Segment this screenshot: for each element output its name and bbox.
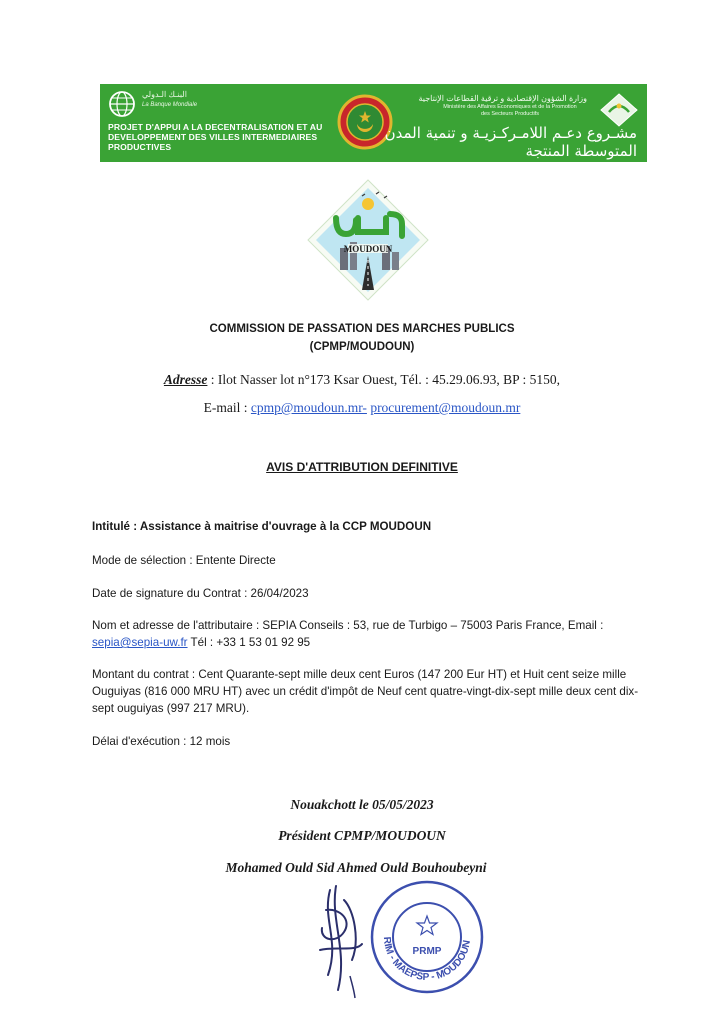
field-date-signature [92, 585, 652, 602]
attributaire-tel: Tél : +33 1 53 01 92 95 [187, 636, 311, 649]
world-bank-name-ar: البنـك الـدولي [142, 90, 187, 99]
field-delai [92, 733, 652, 750]
mode-value: Entente Directe [195, 554, 276, 567]
commission-line-2: (CPMP/MOUDOUN) [309, 341, 415, 353]
svg-text:RIM - MAEPSP - MOUDOUN [381, 936, 473, 983]
ministry-name-ar: وزارة الشؤون الإقتصادية و ترقية القطاعات الإنتاجية [418, 94, 587, 103]
official-stamp [368, 878, 486, 996]
field-mode-selection [92, 552, 652, 569]
address-label: Adresse [163, 372, 208, 387]
commission-line-1: COMMISSION DE PASSATION DES MARCHES PUBLICS [209, 323, 515, 335]
project-title-ar: مشـروع دعـم اللامـركـزيـة و تنمية المدن المتوسطة المنتجة [384, 124, 637, 160]
ministry-name-fr: Ministère des Affaires Economiques et de la Promotion des Secteurs Productifs [443, 104, 577, 117]
field-attributaire [92, 617, 652, 651]
delai-value: 12 mois [189, 735, 231, 748]
mode-label: Mode de sélection : [92, 554, 196, 567]
email-link-cpmp[interactable]: cpmp@moudoun.mr- [250, 400, 367, 415]
world-bank-globe-icon [108, 90, 136, 118]
date-text: Date de signature du Contrat : 26/04/2023 [92, 587, 309, 600]
address-text: : Ilot Nasser lot n°173 Ksar Ouest, Tél. : 45.29.06.93, BP : 5150, [207, 372, 561, 387]
field-intitule [92, 518, 652, 535]
signatory-role: Président CPMP/MOUDOUN [278, 828, 446, 843]
attributaire-label: Nom et adresse de l'attributaire : [92, 619, 263, 632]
moudoun-logo [306, 178, 430, 302]
intitule-text: Intitulé : Assistance à maitrise d'ouvrage à la CCP MOUDOUN [92, 520, 432, 533]
field-montant [92, 666, 652, 717]
email-label: E-mail : [203, 400, 251, 415]
signatory-name: Mohamed Ould Sid Ahmed Ould Bouhoubeyni [225, 860, 487, 875]
attributaire-value: SEPIA Conseils : 53, rue de Turbigo – 75003 Paris France, Email : [262, 619, 604, 632]
montant-label: Montant du contrat : [92, 668, 199, 681]
montant-value: Cent Quarante-sept mille deux cent Euros (147 200 Eur HT) et Huit cent seize mille Ouguiyas (816 000 MRU HT) avec un crédit d'impôt de Neuf cent quatre-vingt-dix-sept mille deux cent dix-sept ouguiyas (997 217 MRU). [92, 668, 639, 715]
address-line [0, 372, 724, 388]
stamp-inner-text: PRMP [412, 946, 442, 957]
notice-title: AVIS D'ATTRIBUTION DEFINITIVE [266, 460, 458, 474]
attributaire-email-link[interactable]: sepia@sepia-uw.fr [92, 636, 188, 649]
header-banner [100, 84, 647, 162]
email-line [0, 400, 724, 416]
world-bank-name-fr: La Banque Mondiale [142, 102, 198, 108]
email-link-procurement[interactable]: procurement@moudoun.mr [370, 400, 521, 415]
delai-label: Délai d'exécution : [92, 735, 190, 748]
commission-title [0, 320, 724, 356]
ministry-logo-icon [599, 92, 639, 128]
logo-text: MOUDOUN [343, 244, 393, 254]
stamp-outer-text: RIM - MAEPSP - MOUDOUN [380, 936, 473, 984]
project-title-fr: PROJET D'APPUI A LA DECENTRALISATION ET AU DEVELOPPEMENT DES VILLES INTERMEDIAIRES PRODUCTIVES [108, 122, 323, 152]
place-date: Nouakchott le 05/05/2023 [290, 797, 434, 812]
